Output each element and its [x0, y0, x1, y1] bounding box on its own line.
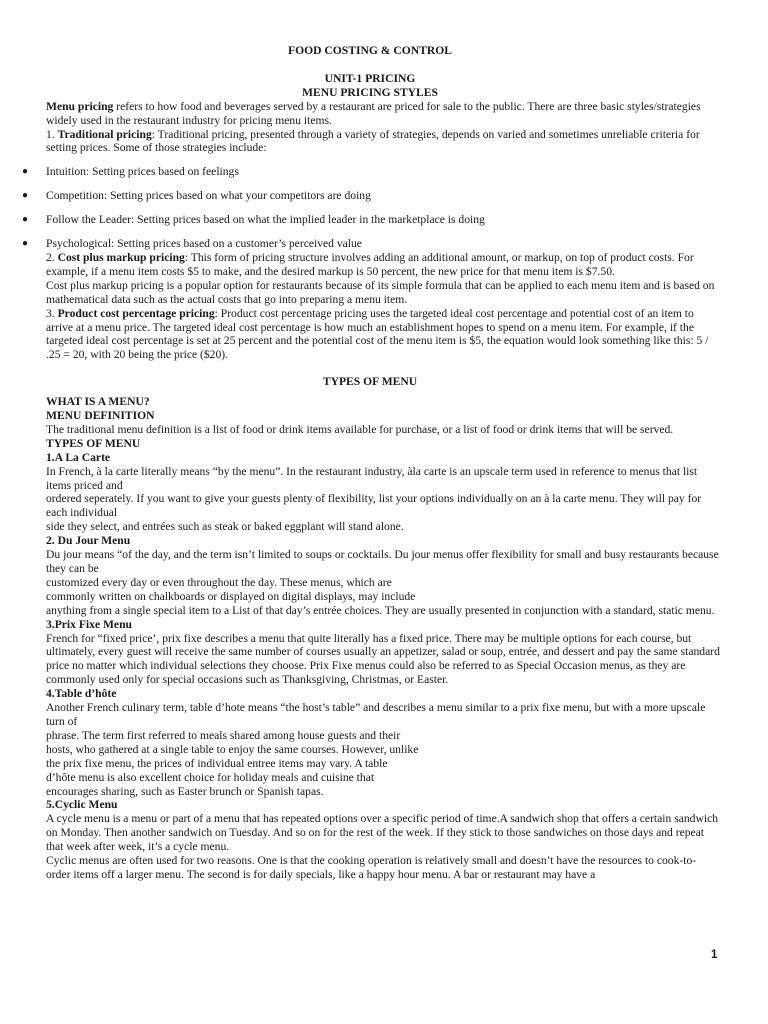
bullet-icon: ●: [22, 238, 29, 250]
types-of-menu-heading: TYPES OF MENU: [322, 375, 418, 389]
bullet-icon: ●: [22, 166, 29, 178]
menu-type-line: A cycle menu is a menu or part of a menu that has repeated options over a specific period of time.A sandwich shop that offers a certain sandwich on Monday. Then another sandwich on Tuesday. And so on for the rest of the week. If they stick to those sandwiches on those days and repeat that week after week, it’s a cycle menu.: [46, 812, 719, 854]
bullet-item: [22, 165, 720, 179]
traditional-term: Traditional pricing: [57, 127, 152, 141]
bullet-item: [22, 237, 720, 251]
menu-definition-heading: MENU DEFINITION: [46, 409, 155, 423]
menu-type-line: hosts, who gathered at a single table to enjoy the same courses. However, unlike: [46, 742, 419, 756]
product-cost-number: 3.: [46, 306, 58, 320]
menu-type-line: anything from a single special item to a List of that day’s entrée choices. They are usually presented in conjunction with a standard, static menu.: [46, 603, 715, 617]
product-cost-paragraph: [46, 307, 720, 363]
cost-plus-number: 2.: [46, 250, 58, 264]
menu-type-line: French for “fixed price’, prix fixe describes a menu that quite literally has a fixed price. There may be multiple options for each course, but ultimately, every guest will receive the same number of courses usually an appetizer, salad or soup, entrée, and dessert and pay the same standard price no matter which individual selections they choose. Prix Fixe menus could also be referred to as Special Occasion menus, as they are commonly used only for special occasions such as Thanksgiving, Christmas, or Easter.: [46, 631, 720, 687]
menu-type-line: side they select, and entrées such as steak or baked eggplant will stand alone.: [46, 520, 404, 534]
menu-type-title: 5.Cyclic Menu: [46, 798, 118, 812]
bullet-item: [22, 213, 720, 227]
bullet-item: [22, 189, 720, 203]
product-cost-term: Product cost percentage pricing: [57, 306, 215, 320]
traditional-number: 1.: [46, 127, 58, 141]
menu-type-line: the prix fixe menu, the prices of individual entree items may vary. A table: [46, 756, 388, 770]
cost-plus-paragraph: [46, 251, 720, 279]
menu-type-title: 2. Du Jour Menu: [46, 534, 131, 548]
types-subheading: TYPES OF MENU: [46, 436, 141, 450]
page-number: 1: [711, 949, 718, 961]
unit-title: UNIT-1 PRICING: [324, 71, 416, 85]
menu-type-line: Cyclic menus are often used for two reasons. One is that the cooking operation is relatively small and doesn’t have the resources to cook-to-order items off a larger menu. The second is for daily specials, like a happy hour menu. A bar or restaurant may have a: [46, 854, 697, 881]
intro-term: Menu pricing: [46, 99, 114, 113]
menu-type-line: Another French culinary term, table d’hote means “the host’s table” and describes a menu similar to a prix fixe menu, but with a more upscale turn of: [46, 701, 706, 728]
menu-type-line: phrase. The term first referred to meals shared among house guests and their: [46, 728, 401, 742]
bullet-icon: ●: [22, 214, 29, 226]
section-title: MENU PRICING STYLES: [302, 85, 438, 99]
menu-type-line: ordered seperately. If you want to give your guests plenty of flexibility, list your options individually on an à la carte menu. They will pay for each individual: [46, 492, 702, 520]
bullet-text: Psychological: Setting prices based on a customer’s perceived value: [46, 237, 362, 251]
bullet-text: Follow the Leader: Setting prices based on what the implied leader in the marketplace is doing: [46, 213, 485, 227]
traditional-pricing-paragraph: [46, 128, 720, 156]
traditional-text: : Traditional pricing, presented through a variety of strategies, depends on varied and sometimes unreliable criteria for setting prices. Some of those strategies include:: [46, 127, 700, 155]
what-is-menu-heading: WHAT IS A MENU?: [46, 395, 150, 409]
intro-paragraph: [46, 100, 720, 128]
menu-type-title: 1.A La Carte: [46, 450, 111, 464]
product-cost-text: : Product cost percentage pricing uses the targeted ideal cost percentage and potential cost of an item to arrive at a menu price. The targeted ideal cost percentage is how much an establishment hopes to spend on a menu item. For example, if the targeted ideal cost percentage is set at 25 percent and the potential cost of the menu item is $5, the equation would look something like this: 5 / .25 = 20, with 20 being the price ($20).: [46, 306, 709, 362]
menu-definition-text: The traditional menu definition is a list of food or drink items available for purchase, or a list of food or drink items that will be served.: [46, 422, 674, 436]
intro-text: refers to how food and beverages served by a restaurant are priced for sale to the public. There are three basic styles/strategies widely used in the restaurant industry for pricing menu items.: [46, 99, 701, 127]
menu-type-line: commonly written on chalkboards or displayed on digital displays, may include: [46, 589, 416, 603]
menu-type-line: customized every day or even throughout the day. These menus, which are: [46, 575, 392, 589]
course-title: FOOD COSTING & CONTROL: [288, 44, 452, 57]
document-page: [22, 44, 720, 882]
menu-type-title: 3.Prix Fixe Menu: [46, 617, 132, 631]
bullet-icon: ●: [22, 190, 29, 202]
menu-type-line: d’hôte menu is also excellent choice for holiday meals and cuisine that: [46, 770, 375, 784]
bullet-text: Competition: Setting prices based on what your competitors are doing: [46, 189, 371, 203]
menu-type-line: Du jour means “of the day, and the term isn’t limited to soups or cocktails. Du jour menus offer flexibility for small and busy restaurants because they can be: [46, 548, 719, 575]
cost-plus-followup: Cost plus markup pricing is a popular option for restaurants because of its simple formula that can be applied to each menu item and is based on mathematical data such as the actual costs that go into preparing a menu item.: [46, 278, 715, 306]
cost-plus-term: Cost plus markup pricing: [57, 250, 185, 264]
bullet-text: Intuition: Setting prices based on feelings: [46, 165, 239, 179]
cost-plus-text: : This form of pricing structure involves adding an additional amount, or markup, on top of product costs. For example, if a menu item costs $5 to make, and the desired markup is 50 percent, the new price for that menu item is $7.50.: [46, 250, 694, 278]
menu-type-title: 4.Table d’hôte: [46, 687, 117, 701]
menu-type-line: encourages sharing, such as Easter brunch or Spanish tapas.: [46, 784, 324, 798]
menu-type-line: In French, à la carte literally means “by the menu”. In the restaurant industry, àla carte is an upscale term used in reference to menus that list items priced and: [46, 464, 698, 492]
